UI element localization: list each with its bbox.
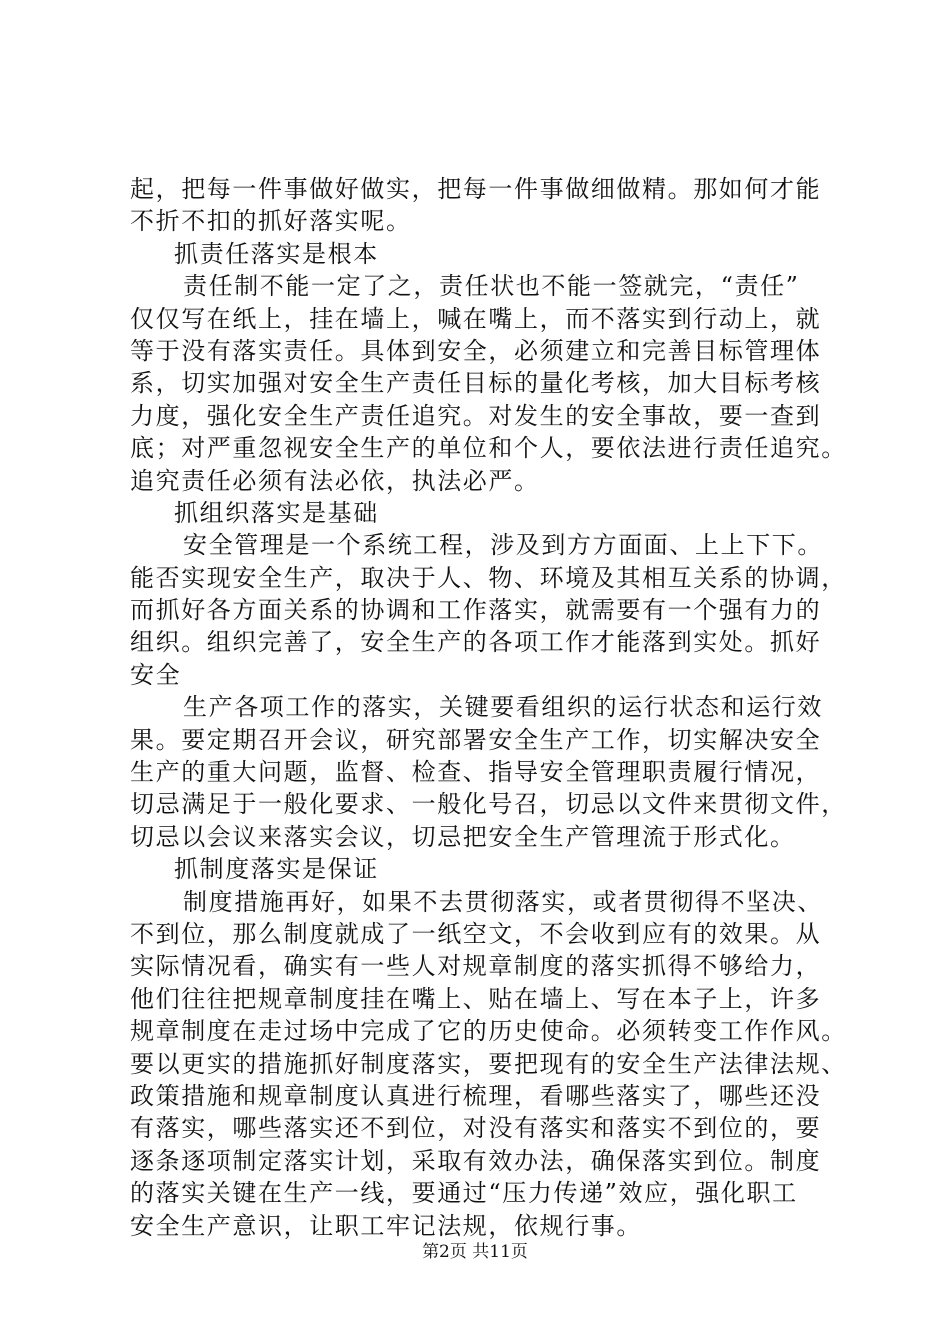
text-line: 仅仅写在纸上，挂在墙上，喊在嘴上，而不落实到行动上，就	[130, 304, 822, 333]
page-footer: 第2页 共11页	[422, 1242, 528, 1262]
text-line: 规章制度在走过场中完成了它的历史使命。必须转变工作作风。	[130, 1017, 847, 1046]
text-line: 安全生产意识，让职工牢记法规，依规行事。	[130, 1211, 642, 1240]
text-line: 安全管理是一个系统工程，涉及到方方面面、上上下下。	[183, 531, 823, 560]
text-line: 逐条逐项制定落实计划，采取有效办法，确保落实到位。制度	[130, 1146, 822, 1175]
text-line: 政策措施和规章制度认真进行梳理，看哪些落实了，哪些还没	[130, 1081, 822, 1110]
text-line: 生产各项工作的落实，关键要看组织的运行状态和运行效	[183, 693, 823, 722]
text-line: 不折不扣的抓好落实呢。	[130, 207, 412, 236]
text-line: 组织。组织完善了，安全生产的各项工作才能落到实处。抓好	[130, 628, 822, 657]
section-heading: 抓组织落实是基础	[174, 498, 379, 527]
document-body	[130, 173, 847, 1242]
text-line: 不到位，那么制度就成了一纸空文，不会收到应有的效果。从	[130, 919, 822, 948]
text-line: 生产的重大问题，监督、检查、指导安全管理职责履行情况，	[130, 758, 822, 787]
text-line: 力度，强化安全生产责任追究。对发生的安全事故，要一查到	[130, 401, 822, 430]
text-line: 果。要定期召开会议，研究部署安全生产工作，切实解决安全	[130, 725, 822, 754]
text-line: 起，把每一件事做好做实，把每一件事做细做精。那如何才能	[130, 175, 822, 203]
text-line: 安全	[130, 660, 182, 689]
text-line: 制度措施再好，如果不去贯彻落实，或者贯彻得不坚决、	[183, 887, 823, 916]
text-line: 要以更实的措施抓好制度落实，要把现有的安全生产法律法规、	[130, 1049, 847, 1078]
section-heading: 抓制度落实是保证	[174, 855, 379, 884]
text-line: 他们往往把规章制度挂在嘴上、贴在墙上、写在本子上，许多	[130, 984, 822, 1013]
text-line: 责任制不能一定了之，责任状也不能一签就完，“责任”	[183, 272, 800, 301]
text-line: 切忌满足于一般化要求、一般化号召，切忌以文件来贯彻文件，	[130, 790, 847, 819]
text-line: 系，切实加强对安全生产责任目标的量化考核，加大目标考核	[130, 369, 822, 398]
text-line: 等于没有落实责任。具体到安全，必须建立和完善目标管理体	[130, 336, 822, 365]
text-line: 而抓好各方面关系的协调和工作落实，就需要有一个强有力的	[130, 596, 822, 625]
text-line: 实际情况看，确实有一些人对规章制度的落实抓得不够给力，	[130, 952, 822, 981]
section-heading: 抓责任落实是根本	[174, 239, 379, 268]
text-line: 的落实关键在生产一线，要通过“压力传递”效应，强化职工	[130, 1179, 798, 1208]
text-line: 底；对严重忽视安全生产的单位和个人，要依法进行责任追究。	[130, 434, 847, 463]
text-line: 能否实现安全生产，取决于人、物、环境及其相互关系的协调，	[130, 563, 847, 592]
text-line: 追究责任必须有法必依，执法必严。	[130, 466, 540, 495]
text-line: 有落实，哪些落实还不到位，对没有落实和落实不到位的，要	[130, 1114, 822, 1143]
text-line: 切忌以会议来落实会议，切忌把安全生产管理流于形式化。	[130, 822, 796, 851]
